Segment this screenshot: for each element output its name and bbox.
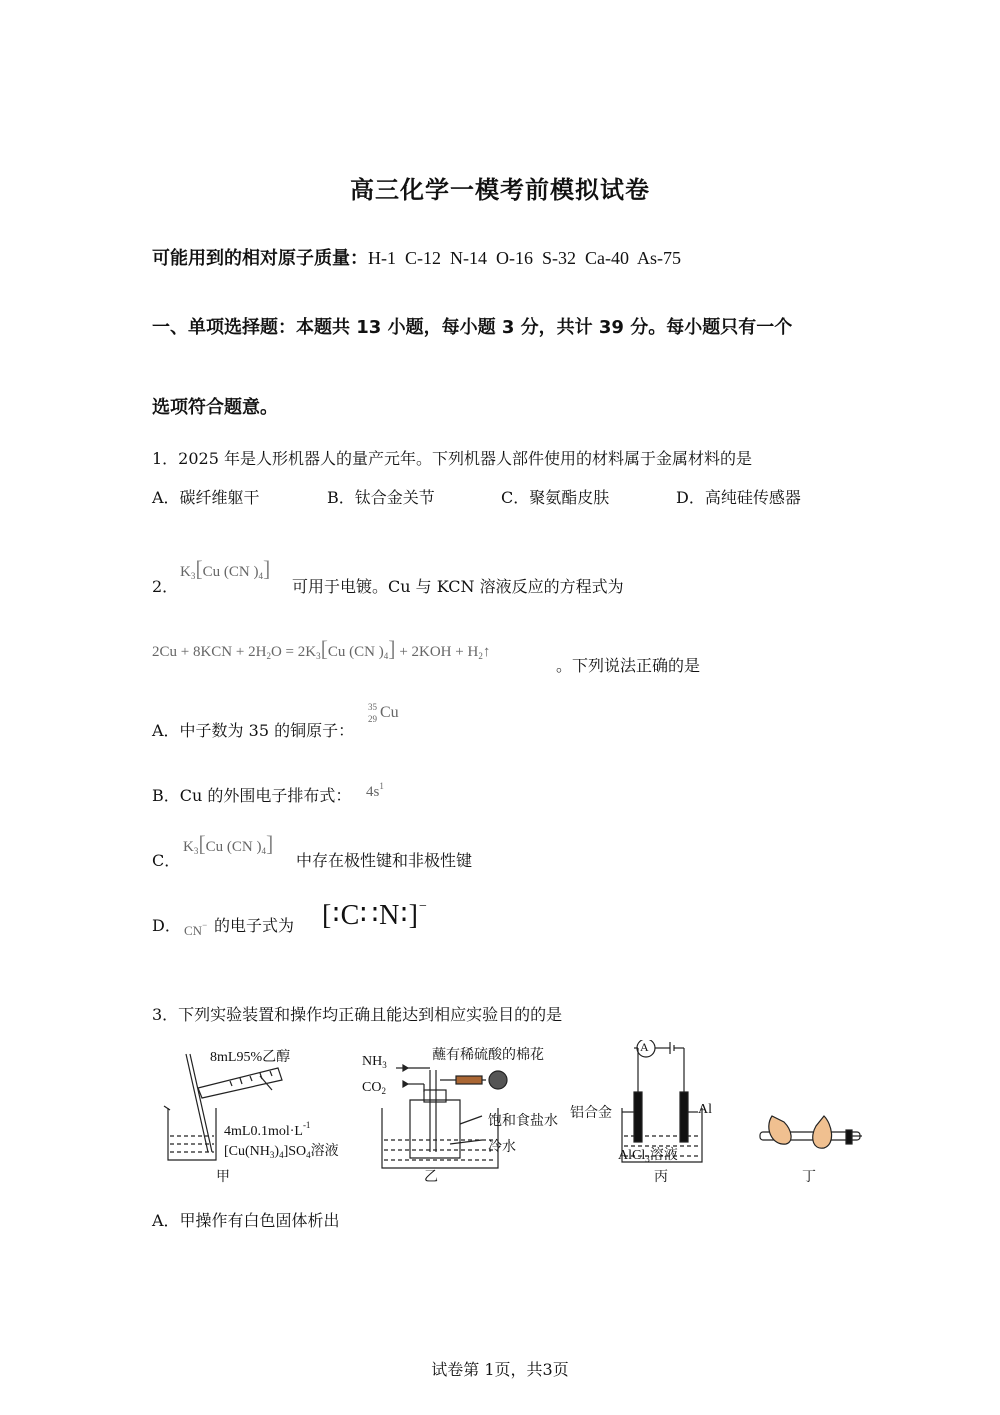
optc-sub4: 4 <box>261 846 267 856</box>
yi-label: 乙 <box>424 1170 438 1185</box>
q2-eq-bracket-close: ] <box>388 636 396 661</box>
bing-alloy-label: 铝合金 <box>570 1106 612 1121</box>
yi-water-label: 冷水 <box>488 1140 516 1155</box>
q2-option-a: A．中子数为 35 的铜原子： <box>152 721 355 740</box>
q2-eq-sub3: 3 <box>316 651 321 661</box>
section1-line1: 一、单项选择题：本题共 13 小题，每小题 3 分，共计 39 分。每小题只有一个 <box>152 317 793 338</box>
q2-eq-arrow: ↑ <box>482 644 491 660</box>
q2-bracket-close: ] <box>263 556 271 581</box>
yi-nh3-text: NH <box>362 1054 383 1069</box>
bing-sol-text2: 溶液 <box>649 1148 678 1163</box>
jia-sol-b: ) <box>274 1144 280 1159</box>
bing-alloy-electrode <box>634 1092 642 1142</box>
jia-sol-c: ]SO <box>283 1144 307 1159</box>
ion-charge: − <box>202 920 208 930</box>
yi-nh3-label <box>362 1054 387 1070</box>
config-exponent: 1 <box>379 781 384 791</box>
q1-option-c: C．聚氨酯皮肤 <box>501 488 610 507</box>
q1-option-d: D．高纯硅传感器 <box>676 488 801 507</box>
yi-bottle <box>410 1100 460 1158</box>
jia-conc-exp: -1 <box>302 1120 311 1130</box>
jia-sol-a: [Cu(NH <box>224 1144 270 1159</box>
q2-eq-bracket-open: [ <box>320 636 328 661</box>
ion-formula: CN <box>184 923 203 938</box>
yi-cotton-label: 蘸有稀硫酸的棉花 <box>432 1048 544 1063</box>
atomic-mass-line <box>152 244 681 270</box>
q2-option-d-text: 的电子式为 <box>214 916 295 935</box>
yi-co2-text: CO <box>362 1080 382 1095</box>
lewis-formula: [∶C∷N∶] <box>322 900 419 931</box>
q2-eq-mid: O = 2K <box>270 644 317 660</box>
q3-option-a: A．甲操作有白色固体析出 <box>152 1211 340 1230</box>
yi-co2-sub: 2 <box>381 1086 386 1096</box>
q2-formula <box>180 556 270 582</box>
q2-formula-k: K <box>180 564 191 580</box>
q2-formula-sub4: 4 <box>258 571 264 581</box>
bing-al-label: Al <box>698 1102 712 1117</box>
q1-stem: 1．2025 年是人形机器人的量产元年。下列机器人部件使用的材料属于金属材料的是 <box>152 449 752 468</box>
q2-equation <box>152 636 490 662</box>
bing-sol-text: AlCl <box>618 1148 646 1163</box>
q2-option-a-nuclide <box>366 702 406 732</box>
jia-conc-text: 4mL0.1mol·L <box>224 1124 303 1139</box>
q2-eq-cucn: Cu (CN ) <box>327 644 384 660</box>
atomic-mass-label: 可能用到的相对原子质量： <box>152 248 368 269</box>
ding-label: 丁 <box>802 1170 816 1185</box>
q2-option-b-config <box>366 781 384 801</box>
q2-option-d-ion <box>184 920 207 939</box>
q3-stem: 3．下列实验装置和操作均正确且能达到相应实验目的的是 <box>152 1005 563 1024</box>
jia-cylinder <box>198 1068 282 1098</box>
q1-option-a: A．碳纤维躯干 <box>152 488 260 507</box>
q2-option-c-label: C． <box>152 851 181 870</box>
optc-bracket-close: ] <box>266 831 274 856</box>
jia-solution-label <box>224 1140 339 1160</box>
atomic-mass-values: H-1 C-12 N-14 O-16 S-32 Ca-40 As-75 <box>368 248 681 268</box>
optc-cucn: Cu (CN ) <box>205 839 262 855</box>
yi-cotton-ball <box>489 1071 507 1089</box>
q2-formula-sub3: 3 <box>190 571 196 581</box>
q2-option-b: B．Cu 的外围电子排布式： <box>152 786 352 805</box>
nuclide-atomic-number: 29 <box>368 714 377 724</box>
ding-hand-right <box>813 1116 832 1148</box>
q2-eq-tail: 。下列说法正确的是 <box>556 656 701 675</box>
jia-sol-d: 溶液 <box>310 1144 339 1159</box>
bing-al-electrode <box>680 1092 688 1142</box>
bing-ammeter-label: A <box>640 1040 649 1054</box>
q3-figure <box>160 1040 880 1190</box>
yi-co2-label <box>362 1080 386 1096</box>
config-text: 4s <box>366 784 380 800</box>
q2-option-d-label: D． <box>152 916 181 935</box>
q2-eq-sub2: 2 <box>266 651 271 661</box>
q2-stem-after: 可用于电镀。Cu 与 KCN 溶液反应的方程式为 <box>292 577 624 596</box>
q2-bracket-open: [ <box>195 556 203 581</box>
yi-brine-label: 饱和食盐水 <box>488 1114 558 1129</box>
nuclide-mass-number: 35 <box>368 702 377 712</box>
optc-bracket-open: [ <box>198 831 206 856</box>
jia-glass-rod <box>186 1054 208 1152</box>
q2-option-c-text: 中存在极性键和非极性键 <box>296 851 473 870</box>
bing-solution-label <box>618 1144 678 1164</box>
q2-eq-subh2: 2 <box>478 651 483 661</box>
jia-sol-sub4b: 4 <box>306 1150 311 1160</box>
q2-eq-right: + 2KOH + H <box>399 644 479 660</box>
bing-label: 丙 <box>654 1170 668 1185</box>
jia-top-label: 8mL95%乙醇 <box>210 1050 291 1065</box>
bing-sol-sub: 3 <box>645 1154 650 1164</box>
q2-eq-left: 2Cu + 8KCN + 2H <box>152 644 267 660</box>
optc-k: K <box>183 839 194 855</box>
section1-line2: 选项符合题意。 <box>152 397 278 418</box>
q2-eq-sub4: 4 <box>383 651 389 661</box>
page-footer: 试卷第 1页，共3页 <box>431 1360 569 1379</box>
optc-sub3: 3 <box>193 846 199 856</box>
q1-option-b: B．钛合金关节 <box>327 488 435 507</box>
page-title: 高三化学一模考前模拟试卷 <box>350 176 650 204</box>
jia-conc-label <box>224 1120 310 1140</box>
q2-formula-cucn: Cu (CN ) <box>202 564 259 580</box>
q2-option-c-formula <box>183 831 273 857</box>
lewis-charge: − <box>418 899 428 914</box>
jia-sol-sub3: 3 <box>269 1150 275 1160</box>
jia-sol-sub4: 4 <box>279 1150 284 1160</box>
yi-nh3-sub: 3 <box>382 1060 387 1070</box>
q2-num: 2． <box>152 577 179 596</box>
jia-label: 甲 <box>216 1170 230 1185</box>
lewis-structure <box>322 898 428 932</box>
nuclide-symbol: Cu <box>380 704 399 721</box>
